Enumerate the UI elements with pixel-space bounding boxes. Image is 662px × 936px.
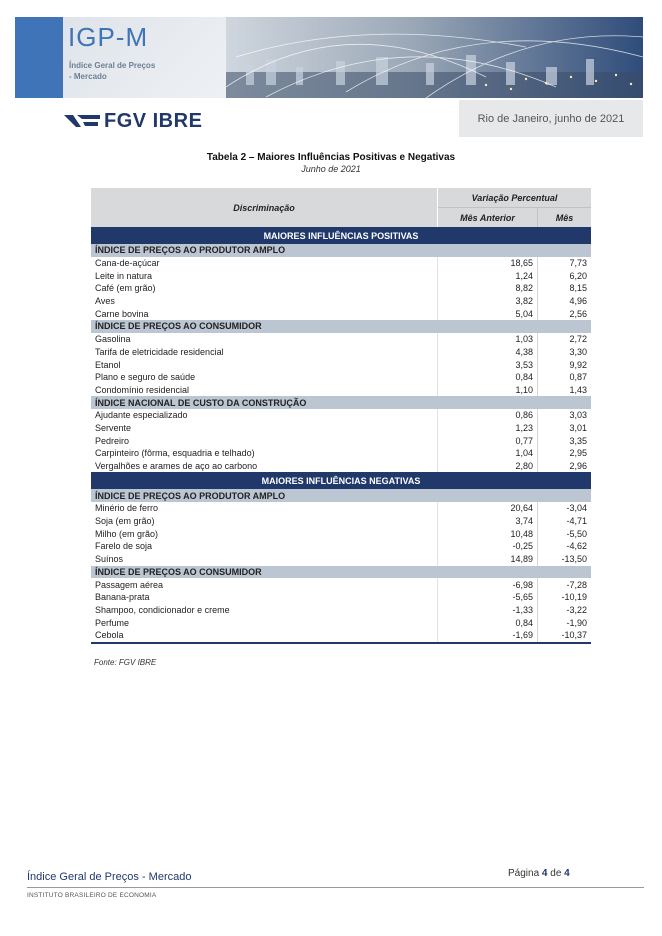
group-row <box>91 566 591 579</box>
table-row <box>91 346 591 359</box>
city-date-box: Rio de Janeiro, junho de 2021 <box>459 100 643 137</box>
row-prev-month: 5,04 <box>438 307 538 320</box>
row-prev-month: 20,64 <box>438 502 538 515</box>
row-current-month: 0,87 <box>569 372 587 383</box>
row-item: Aves <box>91 295 438 308</box>
row-current-month: -7,28 <box>566 579 587 590</box>
table-row <box>91 358 591 371</box>
group-label: ÍNDICE NACIONAL DE CUSTO DA CONSTRUÇÃO <box>91 396 591 409</box>
row-item: Farelo de soja <box>91 540 438 553</box>
row-item: Servente <box>91 422 438 435</box>
table-row <box>91 434 591 447</box>
table-row <box>91 591 591 604</box>
logo-ibre-text: IBRE <box>152 110 203 132</box>
page-of: de <box>550 868 562 879</box>
group-label: ÍNDICE DE PREÇOS AO PRODUTOR AMPLO <box>91 489 591 502</box>
table-row <box>91 282 591 295</box>
table-subtitle: Junho de 2021 <box>301 164 361 174</box>
row-item: Café (em grão) <box>91 282 438 295</box>
group-row <box>91 244 591 257</box>
group-row <box>91 489 591 502</box>
row-prev-month: -0,25 <box>438 540 538 553</box>
row-prev-month: 1,04 <box>438 447 538 460</box>
row-item: Passagem aérea <box>91 578 438 591</box>
row-current-month: -13,50 <box>561 554 587 565</box>
footer-institute: INSTITUTO BRASILEIRO DE ECONOMIA <box>27 892 157 899</box>
row-item: Etanol <box>91 358 438 371</box>
row-current-month: 3,30 <box>569 346 587 357</box>
brand-subtitle-line1: Índice Geral de Preços <box>69 61 156 70</box>
table-row <box>91 384 591 397</box>
header-mes-anterior: Mês Anterior <box>438 208 538 228</box>
row-item: Pedreiro <box>91 434 438 447</box>
row-current-month: 6,20 <box>569 270 587 281</box>
row-current-month: -4,62 <box>566 541 587 552</box>
city-night-photo <box>226 17 643 98</box>
group-label: ÍNDICE DE PREÇOS AO CONSUMIDOR <box>91 566 591 579</box>
table-row <box>91 422 591 435</box>
row-prev-month: -1,33 <box>438 604 538 617</box>
brand-title: IGP-M <box>68 22 149 52</box>
table-row <box>91 578 591 591</box>
row-prev-month: 0,86 <box>438 409 538 422</box>
row-current-month: -10,37 <box>561 630 587 641</box>
table-row <box>91 447 591 460</box>
row-item: Milho (em grão) <box>91 527 438 540</box>
row-current-month: 2,72 <box>569 334 587 345</box>
row-current-month: 9,92 <box>569 359 587 370</box>
row-current-month: 7,73 <box>569 258 587 269</box>
row-current-month: 1,43 <box>569 384 587 395</box>
row-current-month: 2,96 <box>569 461 587 472</box>
row-item: Carpinteiro (fôrma, esquadria e telhado) <box>91 447 438 460</box>
row-current-month: 2,56 <box>569 308 587 319</box>
row-prev-month: -1,69 <box>438 629 538 643</box>
page-word: Página <box>508 868 540 879</box>
row-item: Minério de ferro <box>91 502 438 515</box>
row-item: Perfume <box>91 616 438 629</box>
table-row <box>91 371 591 384</box>
section-row-negative <box>91 472 591 489</box>
row-current-month: 3,35 <box>569 435 587 446</box>
logo-fgv-text: FGV <box>104 110 147 132</box>
row-prev-month: 4,38 <box>438 346 538 359</box>
row-item: Gasolina <box>91 333 438 346</box>
row-prev-month: -6,98 <box>438 578 538 591</box>
row-item: Tarifa de eletricidade residencial <box>91 346 438 359</box>
row-prev-month: 2,80 <box>438 460 538 473</box>
table-row <box>91 616 591 629</box>
table-row <box>91 295 591 308</box>
row-item: Soja (em grão) <box>91 515 438 528</box>
table-title: Tabela 2 – Maiores Influências Positivas e Negativas <box>206 152 456 163</box>
row-current-month: -1,90 <box>566 617 587 628</box>
row-prev-month: 0,77 <box>438 434 538 447</box>
footer-page-number <box>508 868 570 879</box>
row-current-month: -3,04 <box>566 503 587 514</box>
row-prev-month: 1,03 <box>438 333 538 346</box>
table-row <box>91 460 591 473</box>
row-prev-month: 1,24 <box>438 269 538 282</box>
header-discriminacao: Discriminação <box>91 188 438 227</box>
row-current-month: 2,95 <box>569 448 587 459</box>
row-current-month: 3,03 <box>569 410 587 421</box>
row-prev-month: 3,82 <box>438 295 538 308</box>
row-item: Cebola <box>91 629 438 643</box>
header-mes: Mês <box>538 208 591 228</box>
section-row-positive <box>91 227 591 244</box>
section-label: MAIORES INFLUÊNCIAS POSITIVAS <box>91 227 591 244</box>
table-row <box>91 515 591 528</box>
row-item: Condomínio residencial <box>91 384 438 397</box>
brand-subtitle <box>69 60 189 82</box>
row-prev-month: 14,89 <box>438 553 538 566</box>
brand-color-block <box>15 17 63 98</box>
row-prev-month: -5,65 <box>438 591 538 604</box>
table-row <box>91 409 591 422</box>
table-row <box>91 553 591 566</box>
table-row <box>91 540 591 553</box>
row-prev-month: 1,10 <box>438 384 538 397</box>
fgv-chevron-icon <box>64 113 100 131</box>
table-row <box>91 333 591 346</box>
table-row <box>91 307 591 320</box>
row-current-month: -5,50 <box>566 528 587 539</box>
row-item: Suínos <box>91 553 438 566</box>
influences-table <box>91 188 591 644</box>
header-variacao: Variação Percentual <box>438 188 592 208</box>
table-row <box>91 502 591 515</box>
row-item: Ajudante especializado <box>91 409 438 422</box>
table-row <box>91 527 591 540</box>
page-total: 4 <box>564 868 570 879</box>
row-current-month: 3,01 <box>569 422 587 433</box>
page-current: 4 <box>541 868 548 879</box>
row-item: Vergalhões e arames de aço ao carbono <box>91 460 438 473</box>
row-prev-month: 3,74 <box>438 515 538 528</box>
section-label: MAIORES INFLUÊNCIAS NEGATIVAS <box>91 472 591 489</box>
table-source: Fonte: FGV IBRE <box>94 658 157 667</box>
row-prev-month: 1,23 <box>438 422 538 435</box>
row-prev-month: 3,53 <box>438 358 538 371</box>
row-prev-month: 0,84 <box>438 616 538 629</box>
row-current-month: -3,22 <box>566 604 587 615</box>
fgv-ibre-logo <box>64 110 202 133</box>
row-item: Cana-de-açúcar <box>91 257 438 270</box>
table-row <box>91 604 591 617</box>
group-label: ÍNDICE DE PREÇOS AO PRODUTOR AMPLO <box>91 244 591 257</box>
row-item: Carne bovina <box>91 307 438 320</box>
row-item: Leite in natura <box>91 269 438 282</box>
row-current-month: -4,71 <box>566 516 587 527</box>
row-current-month: 8,15 <box>569 283 587 294</box>
row-item: Banana-prata <box>91 591 438 604</box>
group-row <box>91 320 591 333</box>
table-row <box>91 257 591 270</box>
footer-divider <box>27 887 644 888</box>
row-item: Plano e seguro de saúde <box>91 371 438 384</box>
row-current-month: 4,96 <box>569 296 587 307</box>
table-body <box>91 227 591 643</box>
brand-subtitle-line2: - Mercado <box>69 72 107 81</box>
group-label: ÍNDICE DE PREÇOS AO CONSUMIDOR <box>91 320 591 333</box>
row-prev-month: 8,82 <box>438 282 538 295</box>
table-row <box>91 269 591 282</box>
table-row <box>91 629 591 643</box>
row-prev-month: 0,84 <box>438 371 538 384</box>
row-current-month: -10,19 <box>561 592 587 603</box>
row-item: Shampoo, condicionador e creme <box>91 604 438 617</box>
group-row <box>91 396 591 409</box>
row-prev-month: 10,48 <box>438 527 538 540</box>
row-prev-month: 18,65 <box>438 257 538 270</box>
footer-title: Índice Geral de Preços - Mercado <box>27 871 192 883</box>
